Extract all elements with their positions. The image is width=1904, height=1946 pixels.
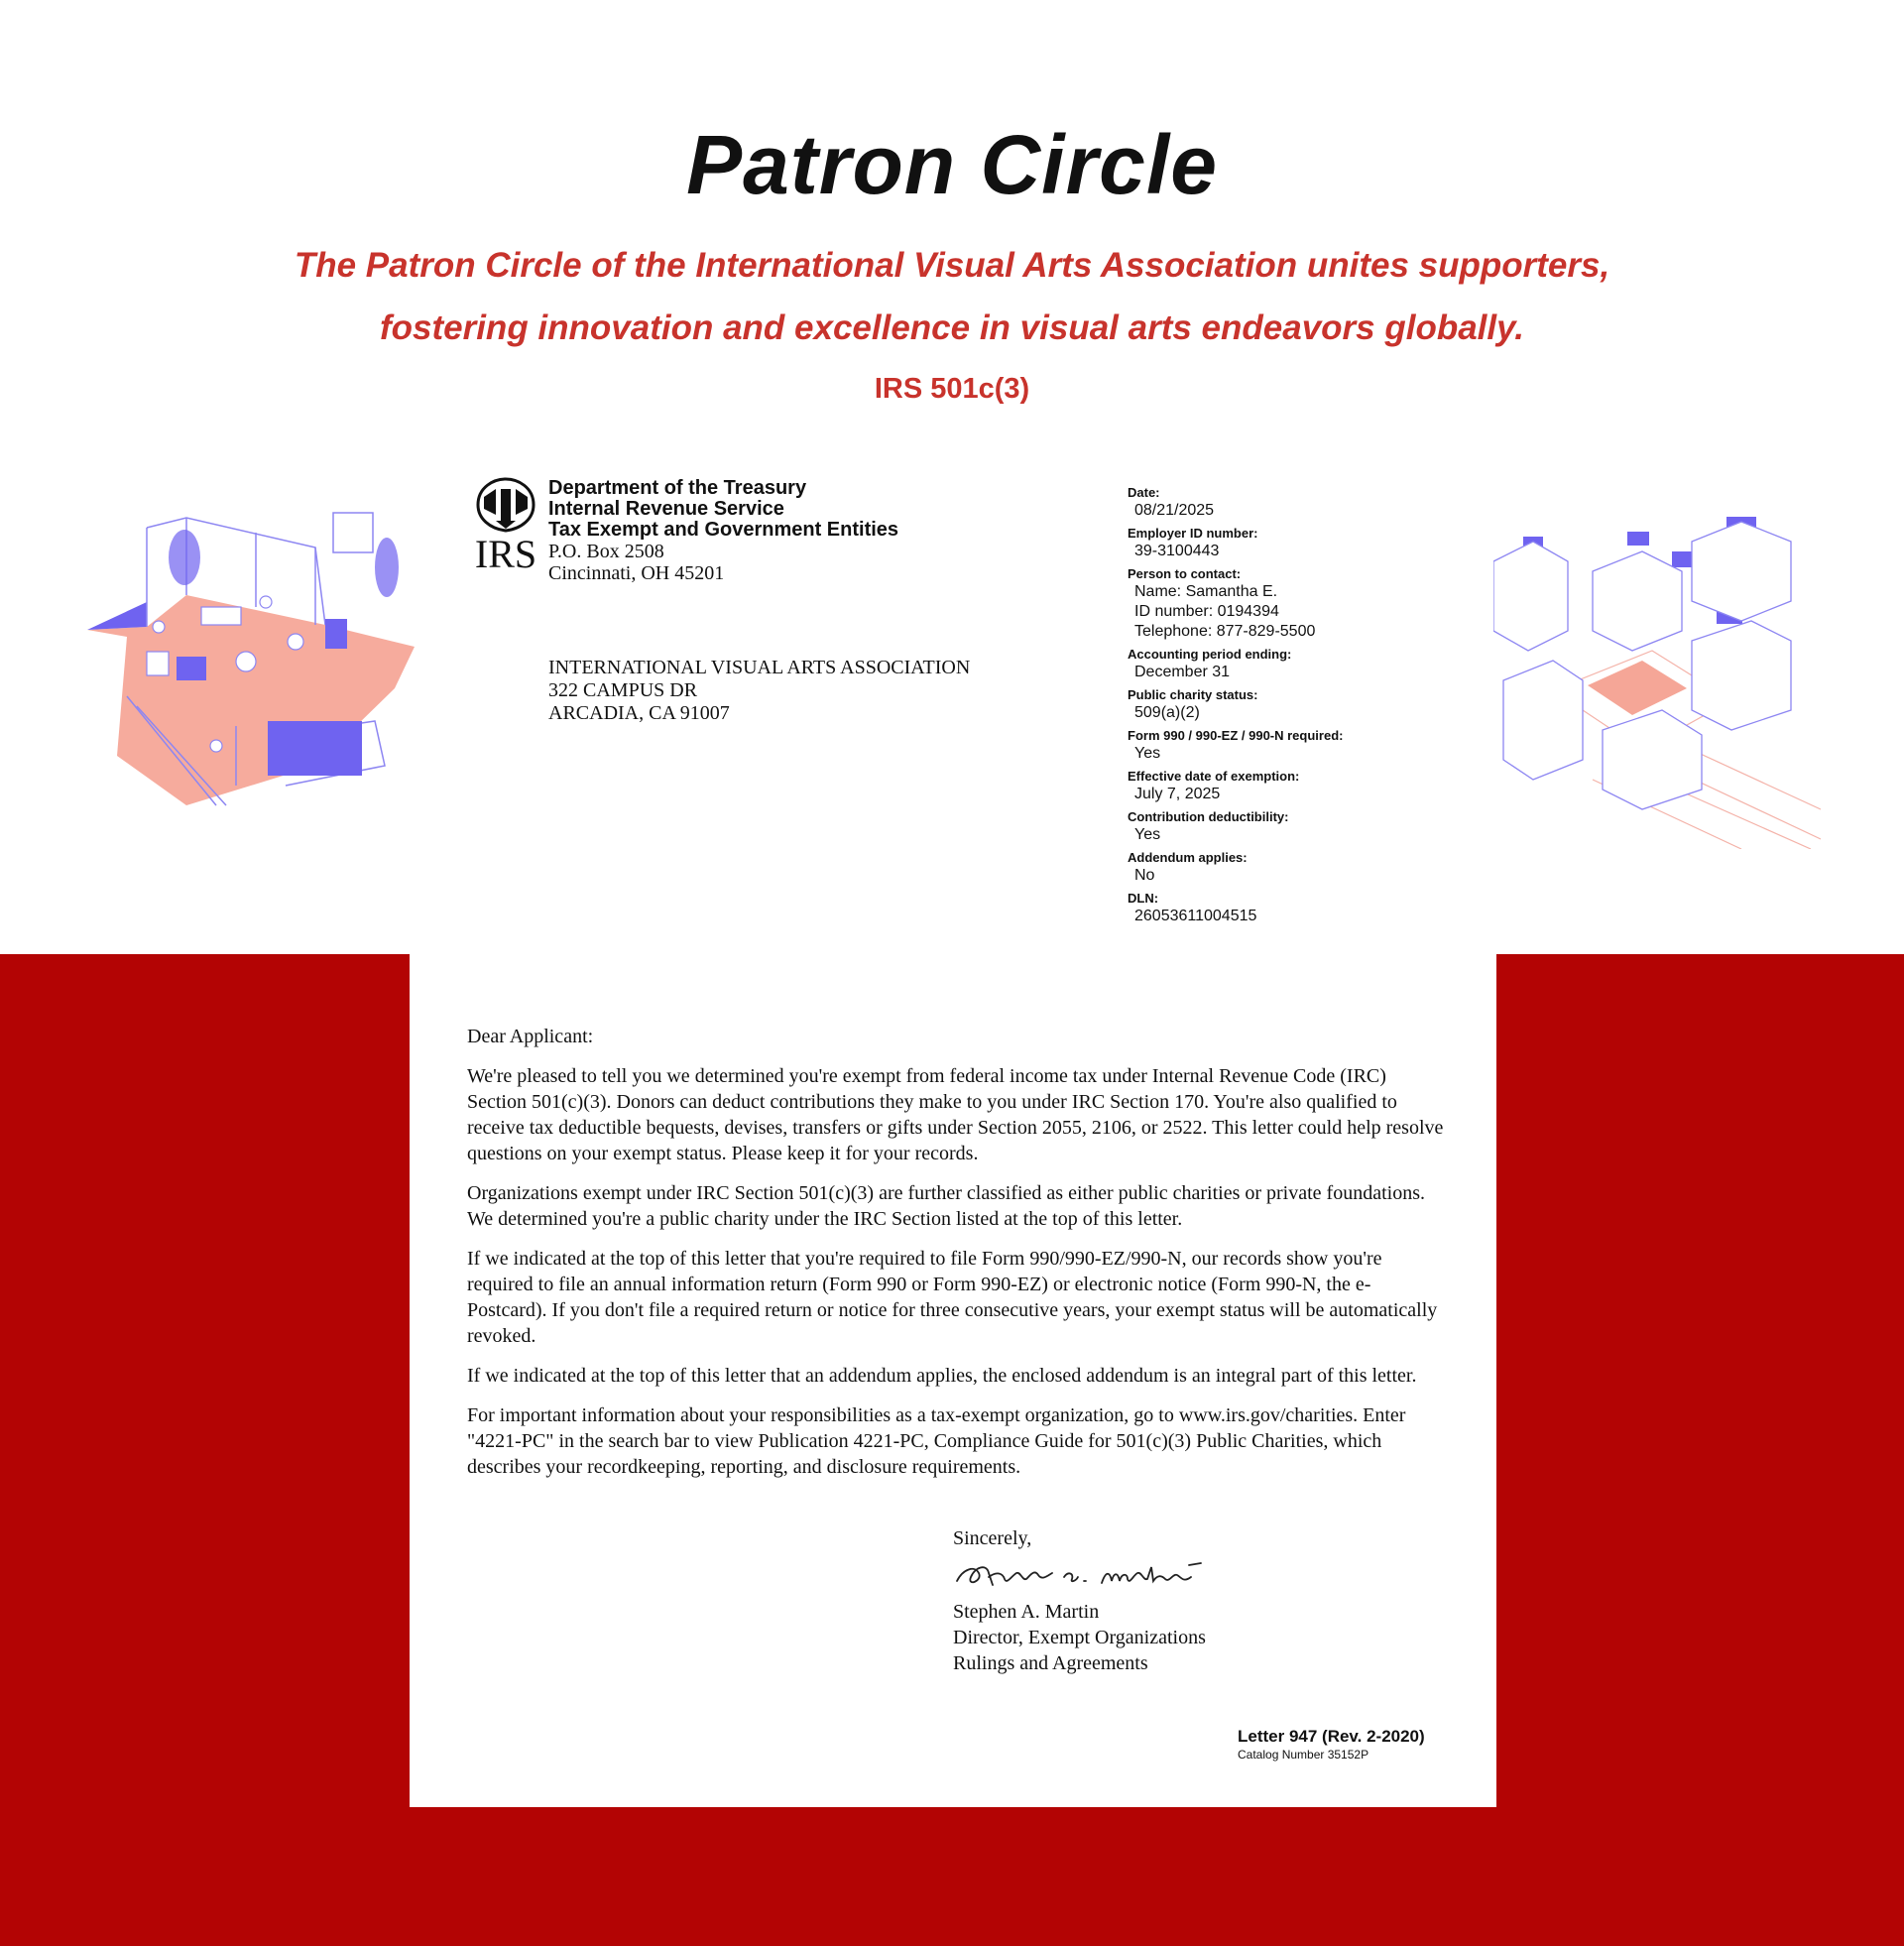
form-number: Letter 947 (Rev. 2-2020) (1238, 1727, 1425, 1746)
addendum-label: Addendum applies: (1128, 850, 1248, 865)
tagline-line-2: fostering innovation and excellence in visual arts endeavors globally. (379, 308, 1525, 347)
signer-block (953, 1599, 1206, 1676)
recipient-address (548, 657, 970, 725)
period-label: Accounting period ending: (1128, 647, 1292, 662)
recipient-name: INTERNATIONAL VISUAL ARTS ASSOCIATION (548, 657, 971, 678)
irs-logo-text: IRS (474, 532, 537, 576)
letter-body (467, 1024, 1449, 1494)
effective-date-value: July 7, 2025 (1134, 786, 1221, 802)
irs-logo (470, 475, 541, 574)
deductibility-value: Yes (1134, 826, 1161, 843)
paragraph-4: If we indicated at the top of this letter that an addendum applies, the enclosed addendum is an integral part of this letter. (467, 1365, 1417, 1387)
signer-title-1: Director, Exempt Organizations (953, 1627, 1206, 1648)
interior-illustration-image (87, 508, 415, 815)
effective-date-label: Effective date of exemption: (1128, 769, 1300, 784)
closing: Sincerely, (953, 1527, 1032, 1549)
paragraph-1: We're pleased to tell you we determined you're exempt from federal income tax under Internal Revenue Code (IRC) Section 501(c)(3). Donors can deduct contributions they make to you under IRC Section 170. You're also qualified to receive tax deductible bequests, devises, transfers or gifts under Section 2055, 2106, or 2522. This letter could help resolve questions on your exempt status. Please keep it for your records. (467, 1065, 1444, 1164)
form-required-label: Form 990 / 990-EZ / 990-N required: (1128, 728, 1344, 743)
paragraph-3: If we indicated at the top of this letter that you're required to file Form 990/990-EZ/990-N, our records show you're required to file an annual information return (Form 990 or Form 990-EZ) or electronic notice (Form 990-N, the e-Postcard). If you don't file a required return or notice for three consecutive years, your exempt status will be automatically revoked. (467, 1248, 1438, 1347)
page-title: Patron Circle (686, 118, 1218, 211)
agency-city: Cincinnati, OH 45201 (548, 562, 725, 584)
contact-label: Person to contact: (1128, 566, 1242, 581)
ein-label: Employer ID number: (1128, 526, 1258, 541)
letter-meta-panel (1128, 485, 1425, 931)
contact-id: ID number: 0194394 (1134, 603, 1279, 620)
charity-status-value: 509(a)(2) (1134, 704, 1200, 721)
deductibility-label: Contribution deductibility: (1128, 809, 1289, 824)
agency-block (548, 478, 898, 584)
catalog-number: Catalog Number 35152P (1238, 1748, 1369, 1762)
period-value: December 31 (1134, 664, 1231, 680)
dln-label: DLN: (1128, 891, 1159, 906)
contact-name: Name: Samantha E. (1134, 583, 1278, 600)
paragraph-5: For important information about your responsibilities as a tax-exempt organization, go to www.irs.gov/charities. Enter "4221-PC" in the search bar to view Publication 4221-PC, Compliance Guide for 501(c)(3) Public Charities, which describes your recordkeeping, reporting, and disclosure requirements. (467, 1404, 1406, 1478)
date-label: Date: (1128, 485, 1160, 500)
agency-po-box: P.O. Box 2508 (548, 541, 664, 562)
ein-value: 39-3100443 (1134, 543, 1220, 559)
irs-eagle-icon (470, 475, 541, 535)
recipient-street: 322 CAMPUS DR (548, 679, 698, 701)
signer-name: Stephen A. Martin (953, 1601, 1100, 1623)
form-identifier (1238, 1727, 1425, 1763)
recipient-city: ARCADIA, CA 91007 (548, 702, 730, 724)
charity-status-label: Public charity status: (1128, 687, 1258, 702)
handwritten-signature-image (953, 1551, 1211, 1595)
paragraph-2: Organizations exempt under IRC Section 501(c)(3) are further classified as either public charities or private foundations. We determined you're a public charity under the IRC Section listed at the top of this letter. (467, 1182, 1425, 1230)
form-required-value: Yes (1134, 745, 1161, 762)
dln-value: 26053611004515 (1134, 908, 1257, 924)
greeting: Dear Applicant: (467, 1026, 594, 1047)
agency-line-3: Tax Exempt and Government Entities (548, 519, 899, 541)
contact-phone: Telephone: 877-829-5500 (1134, 623, 1316, 640)
date-value: 08/21/2025 (1134, 502, 1215, 519)
agency-line-2: Internal Revenue Service (548, 498, 784, 520)
tagline-line-1: The Patron Circle of the International Visual Arts Association unites supporters, (294, 246, 1610, 285)
addendum-value: No (1134, 867, 1155, 884)
irs-status-line: IRS 501c(3) (874, 373, 1030, 405)
signer-title-2: Rulings and Agreements (953, 1652, 1148, 1674)
agency-line-1: Department of the Treasury (548, 477, 807, 499)
neighborhood-illustration-image (1493, 512, 1821, 849)
